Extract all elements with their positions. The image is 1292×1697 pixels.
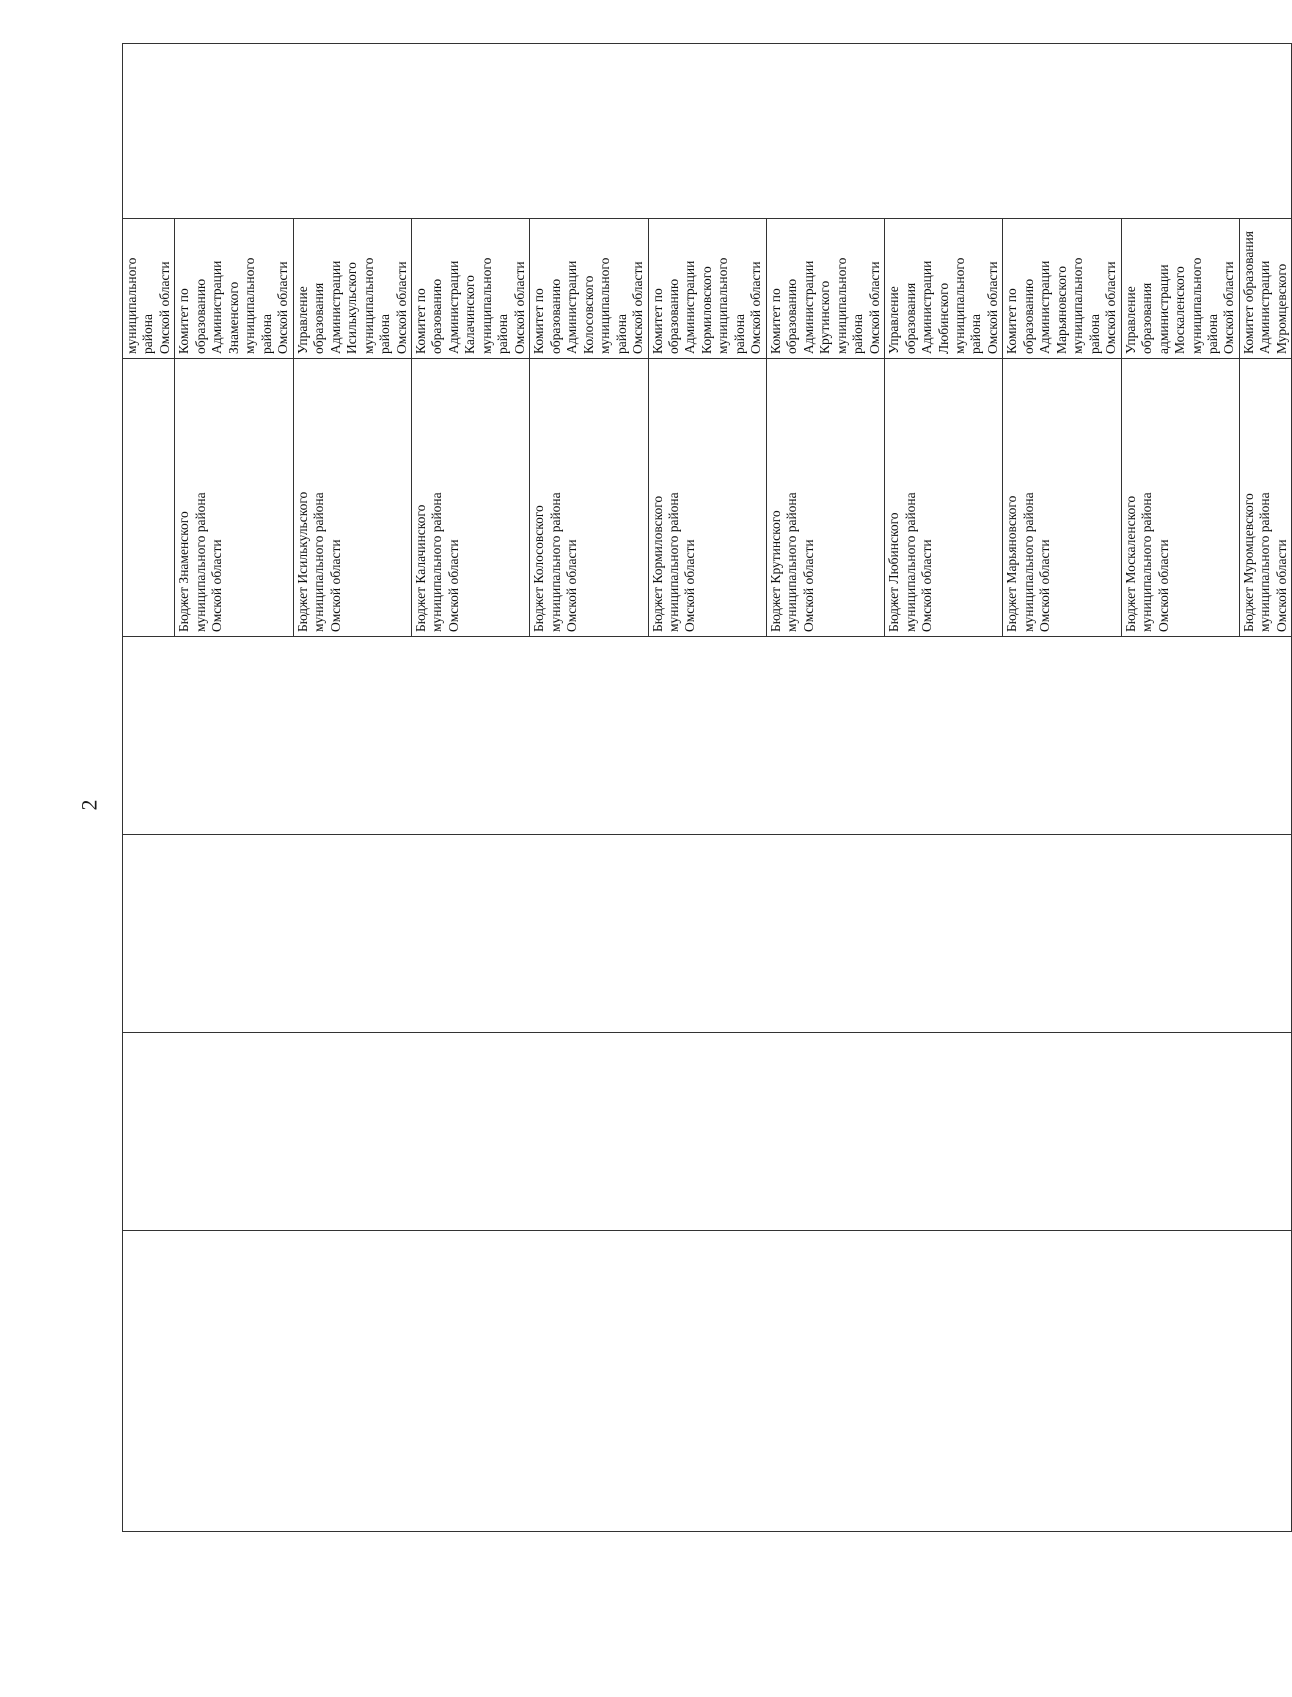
cell-column-2 <box>123 1033 1292 1231</box>
rotated-table-container <box>122 44 1289 1532</box>
administrator-cell: Комитет по образованию Администрации Марьяновского муниципального района Омской области <box>1003 219 1121 359</box>
administrator-cell: Комитет по образованию Администрации Крутинского муниципального района Омской области <box>766 219 884 359</box>
budget-cell: Бюджет Любинского муниципального района Омской области <box>885 359 1003 637</box>
cell-column-1 <box>123 1231 1292 1532</box>
page-number: 2 <box>76 799 102 811</box>
budget-table <box>122 43 1292 1532</box>
budget-cell: Бюджет Знаменского муниципального района Омской области <box>175 359 293 637</box>
budget-cell: Бюджет Исилькульского муниципального района Омской области <box>293 359 411 637</box>
administrator-cell: Управление образования администрации Москаленского муниципального района Омской области <box>1121 219 1239 359</box>
budget-cell: Бюджет Калачинского муниципального района Омской области <box>411 359 529 637</box>
administrator-cell: Управление образования Администрации Исилькульского муниципального района Омской области <box>293 219 411 359</box>
budget-cell-continuation <box>123 359 175 637</box>
budget-cell: Бюджет Москаленского муниципального района Омской области <box>1121 359 1239 637</box>
budget-cell: Бюджет Муромцевского муниципального района Омской области <box>1239 359 1291 637</box>
budget-cell: Бюджет Марьяновского муниципального района Омской области <box>1003 359 1121 637</box>
budget-cell: Бюджет Колосовского муниципального района Омской области <box>530 359 648 637</box>
administrator-cell: Управление образования Администрации Любинского муниципального района Омской области <box>885 219 1003 359</box>
table-row <box>123 44 175 1532</box>
budget-cell: Бюджет Кормиловского муниципального района Омской области <box>648 359 766 637</box>
cell-column-3 <box>123 835 1292 1033</box>
administrator-cell: Комитет по образованию Администрации Кормиловского муниципального района Омской области <box>648 219 766 359</box>
cell-column-7 <box>123 44 1292 219</box>
administrator-cell: Комитет по образованию Администрации Колосовского муниципального района Омской области <box>530 219 648 359</box>
administrator-cell: Комитет по образованию Администрации Калачинского муниципального района Омской области <box>411 219 529 359</box>
administrator-cell: Комитет по образованию Администрации Знаменского муниципального района Омской области <box>175 219 293 359</box>
budget-cell: Бюджет Крутинского муниципального района Омской области <box>766 359 884 637</box>
cell-column-4 <box>123 637 1292 835</box>
administrator-cell: Комитет образования Администрации Муромцевского <box>1239 219 1291 359</box>
administrator-cell-continuation: муниципального района Омской области <box>123 219 175 359</box>
